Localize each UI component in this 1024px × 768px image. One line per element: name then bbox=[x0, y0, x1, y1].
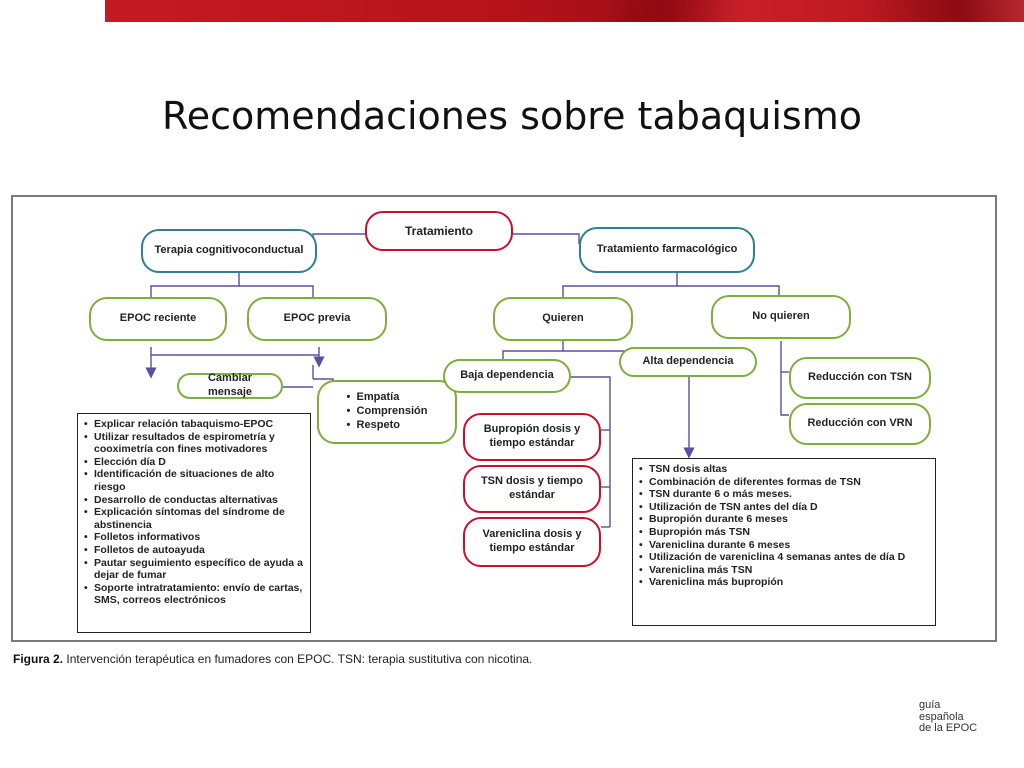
top-banner bbox=[105, 0, 1024, 22]
list-item: • Explicar relación tabaquismo-EPOC bbox=[84, 418, 304, 431]
list-item: • Identificación de situaciones de alto riesgo bbox=[84, 468, 304, 493]
node-reduccion-vrn: Reducción con VRN bbox=[789, 403, 931, 445]
connector bbox=[313, 234, 369, 244]
node-tsn-estandar: TSN dosis y tiempo estándar bbox=[463, 465, 601, 513]
list-item: • Vareniclina más TSN bbox=[639, 564, 929, 577]
list-item: • Explicación síntomas del síndrome de abstinencia bbox=[84, 506, 304, 531]
node-tratamiento: Tratamiento bbox=[365, 211, 513, 251]
node-reduccion-tsn: Reducción con TSN bbox=[789, 357, 931, 399]
node-vareniclina-estandar: Vareniclina dosis y tiempo estándar bbox=[463, 517, 601, 567]
list-item: • Folletos informativos bbox=[84, 531, 304, 544]
list-item: • Elección día D bbox=[84, 456, 304, 469]
node-alta-dependencia: Alta dependencia bbox=[619, 347, 757, 377]
node-cambiar-mensaje: Cambiar mensaje bbox=[177, 373, 283, 399]
list-item: • Bupropión durante 6 meses bbox=[639, 513, 929, 526]
connector bbox=[503, 341, 563, 359]
list-item: • Soporte intratratamiento: envío de cartas, SMS, correos electrónicos bbox=[84, 582, 304, 607]
connector bbox=[239, 286, 313, 297]
banner-swoosh bbox=[865, 0, 1024, 22]
logo-line: española bbox=[919, 710, 964, 723]
left-recommendations-box bbox=[77, 413, 311, 633]
node-empatia-list bbox=[317, 380, 457, 444]
list-item: • Respeto bbox=[347, 419, 428, 433]
node-terapia-cognitivoconductual: Terapia cognitivoconductual bbox=[141, 229, 317, 273]
node-epoc-previa: EPOC previa bbox=[247, 297, 387, 341]
connector bbox=[563, 273, 677, 297]
node-tratamiento-farmacologico: Tratamiento farmacológico bbox=[579, 227, 755, 273]
list-item: • Vareniclina más bupropión bbox=[639, 576, 929, 589]
connector bbox=[781, 341, 789, 415]
list-item: • Utilizar resultados de espirometría y cooximetría con fines motivadores bbox=[84, 431, 304, 456]
caption-label: Figura 2. bbox=[13, 652, 64, 666]
guia-epoc-logo bbox=[919, 700, 977, 735]
figure-frame bbox=[11, 195, 997, 642]
list-item: • Comprensión bbox=[347, 405, 428, 419]
figure-caption bbox=[13, 652, 532, 666]
caption-text: Intervención terapéutica en fumadores con EPOC. TSN: terapia sustitutiva con nicotina. bbox=[66, 652, 533, 666]
list-item: • Utilización de TSN antes del día D bbox=[639, 501, 929, 514]
list-item: • Pautar seguimiento específico de ayuda a dejar de fumar bbox=[84, 557, 304, 582]
banner-swoosh bbox=[605, 0, 725, 22]
connector bbox=[511, 234, 579, 244]
node-baja-dependencia: Baja dependencia bbox=[443, 359, 571, 393]
node-quieren: Quieren bbox=[493, 297, 633, 341]
node-bupropion-estandar: Bupropión dosis y tiempo estándar bbox=[463, 413, 601, 461]
list-item: • Utilización de vareniclina 4 semanas antes de día D bbox=[639, 551, 929, 564]
list-item: • Combinación de diferentes formas de TSN bbox=[639, 476, 929, 489]
list-item: • Vareniclina durante 6 meses bbox=[639, 539, 929, 552]
node-no-quieren: No quieren bbox=[711, 295, 851, 339]
list-item: • Empatía bbox=[347, 391, 428, 405]
node-epoc-reciente: EPOC reciente bbox=[89, 297, 227, 341]
alta-dependencia-box bbox=[632, 458, 936, 626]
logo-line: guía bbox=[919, 699, 941, 711]
connector bbox=[151, 273, 239, 297]
list-item: • Folletos de autoayuda bbox=[84, 544, 304, 557]
list-item: • Desarrollo de conductas alternativas bbox=[84, 494, 304, 507]
list-item: • TSN dosis altas bbox=[639, 463, 929, 476]
list-item: • TSN durante 6 o más meses. bbox=[639, 488, 929, 501]
logo-line: de la EPOC bbox=[919, 722, 978, 735]
list-item: • Bupropión más TSN bbox=[639, 526, 929, 539]
connector bbox=[151, 347, 319, 355]
slide-title: Recomendaciones sobre tabaquismo bbox=[162, 94, 862, 138]
